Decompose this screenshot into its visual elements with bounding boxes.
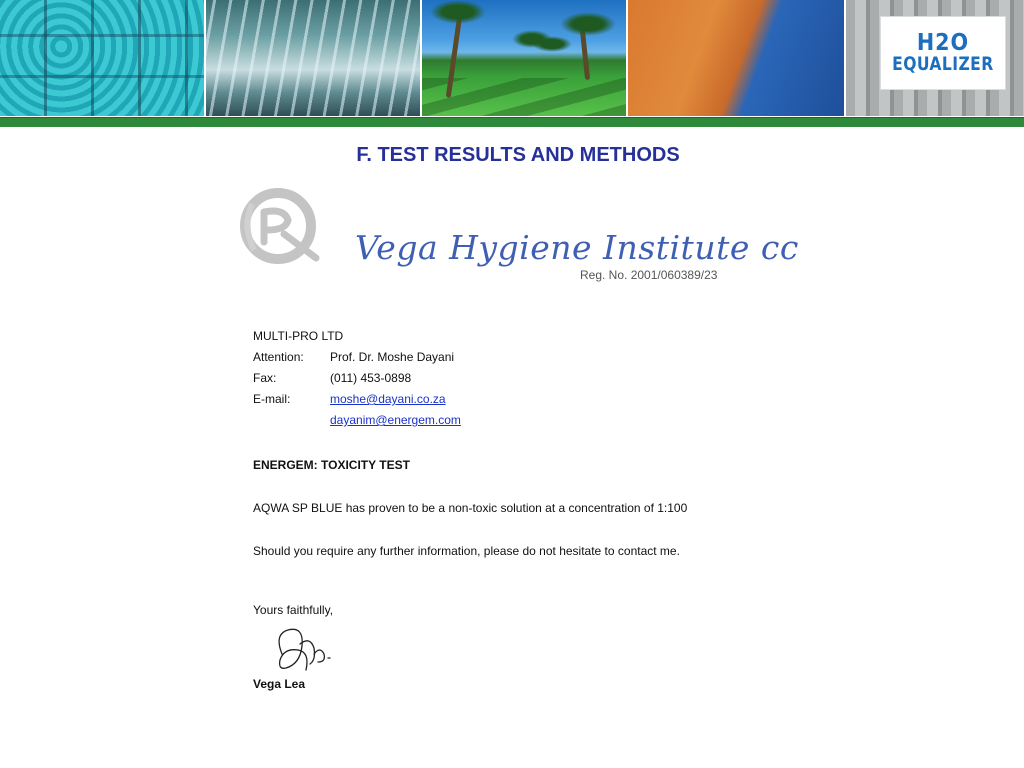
email-label: E-mail: (253, 392, 291, 406)
green-divider (0, 117, 1024, 127)
palm-lawn-photo (422, 0, 626, 116)
attention-label: Attention: (253, 350, 304, 364)
letter-subject: ENERGEM: TOXICITY TEST (253, 458, 410, 472)
closing-line: Yours faithfully, (253, 603, 334, 617)
slide-title: F. TEST RESULTS AND METHODS (356, 144, 680, 166)
registration-number: Reg. No. 2001/060389/23 (580, 268, 718, 282)
pool-water-photo (0, 0, 204, 116)
header-banner (0, 0, 1024, 116)
result-statement: AQWA SP BLUE has proven to be a non-toxic solution at a concentration of 1:100 (253, 501, 688, 515)
h2o-equalizer-logo (880, 16, 1006, 90)
contact-statement: Should you require any further information, please do not hesitate to contact me. (253, 544, 680, 558)
signer-name: Vega Lea (253, 677, 306, 691)
waterfall-photo (206, 0, 420, 116)
fax-value: (011) 453-0898 (330, 371, 412, 385)
email-link-2[interactable]: dayanim@energem.com (330, 413, 461, 427)
company-name: MULTI-PRO LTD (253, 329, 344, 343)
signature-image (270, 624, 340, 676)
attention-value: Prof. Dr. Moshe Dayani (330, 350, 455, 364)
wetland-lake-photo (628, 0, 844, 116)
logo-line-2: EQUALIZER (892, 53, 994, 75)
institute-name: Vega Hygiene Institute cc (355, 228, 799, 267)
institute-seal-icon (238, 184, 330, 268)
fax-label: Fax: (253, 371, 277, 385)
email-link-1[interactable]: moshe@dayani.co.za (330, 392, 446, 406)
logo-line-1: H2O (916, 30, 970, 56)
